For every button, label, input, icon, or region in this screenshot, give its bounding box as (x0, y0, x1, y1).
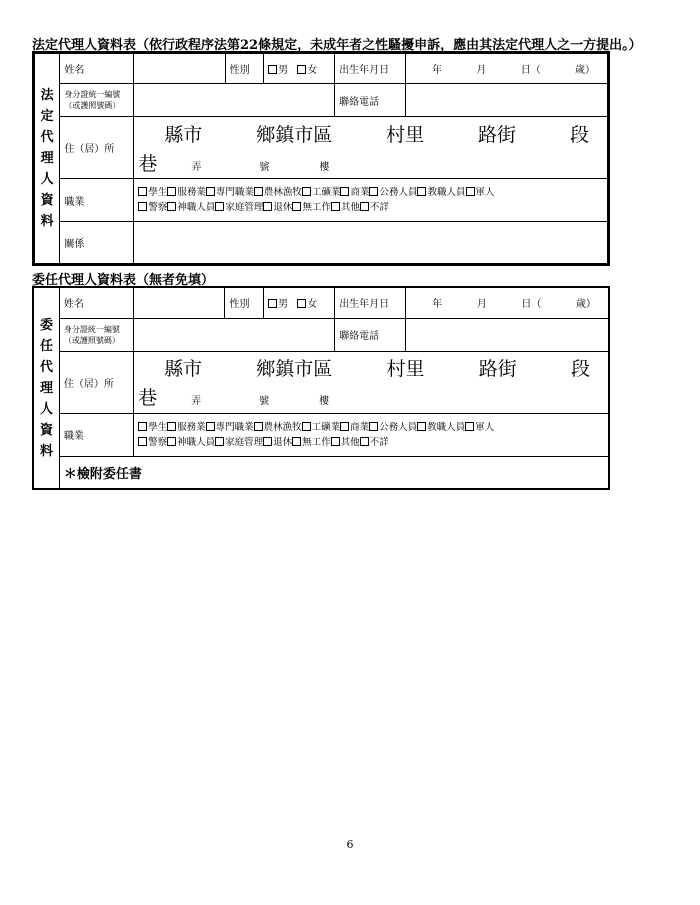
section-label: 段 (570, 358, 590, 380)
proxy-representative-table (32, 286, 610, 490)
occupation-checkbox[interactable] (465, 422, 474, 431)
name-field[interactable] (134, 53, 225, 84)
occupation-checkbox[interactable] (167, 437, 176, 446)
page-number: 6 (346, 838, 354, 851)
sex-options (264, 53, 335, 84)
occupation-checkbox[interactable] (292, 437, 301, 446)
female-label: 女 (307, 65, 318, 76)
occupation-checkbox[interactable] (138, 202, 147, 211)
number-label: 號 (259, 396, 270, 407)
occupation-checkbox[interactable] (254, 422, 263, 431)
occupation-checkbox[interactable] (138, 422, 147, 431)
occupation-checkbox[interactable] (340, 422, 349, 431)
occupation-checkbox[interactable] (263, 437, 272, 446)
county-label: 縣市 (164, 123, 203, 146)
phone-label: 聯絡電話 (335, 84, 406, 117)
occupation-checkbox[interactable] (360, 437, 369, 446)
address-label: 住（居）所 (59, 351, 133, 413)
occupation-checkbox[interactable] (254, 187, 263, 196)
year-label: 年 (432, 299, 443, 311)
male-checkbox[interactable] (268, 65, 277, 74)
proxy-section-title: 委任代理人資料表（無者免填） (32, 273, 215, 288)
proxy-side-label: 委 任 代 理 人 資 料 (33, 287, 59, 489)
occupation-label: 職業 (59, 413, 133, 456)
male-label: 男 (278, 299, 289, 311)
number-label: 號 (259, 161, 270, 173)
occupation-checkbox[interactable] (417, 422, 426, 431)
address-label: 住（居）所 (60, 117, 134, 179)
road-label: 路街 (478, 358, 517, 380)
phone-label: 聯絡電話 (335, 318, 406, 351)
male-label: 男 (278, 65, 289, 76)
occupation-checkbox[interactable] (167, 422, 176, 431)
address-field[interactable] (134, 351, 609, 413)
birth-label: 出生年月日 (335, 53, 406, 84)
relation-field[interactable] (134, 222, 609, 265)
legal-section-title: 法定代理人資料表（依行政程序法第22條規定，未成年者之性騷擾申訴，應由其法定代理人之一方提出。） (32, 38, 642, 53)
age-label: 歲） (575, 299, 596, 311)
occupation-label: 職業 (60, 179, 134, 222)
occupation-checkbox[interactable] (292, 202, 301, 211)
phone-field[interactable] (406, 84, 609, 117)
female-checkbox[interactable] (297, 65, 306, 74)
occupation-options: 學生 服務業 專門職業 農林漁牧 工礦業 商業 公務人員 教職人員 軍人 警察 神職人員 家庭管理 退休 無工作 其他 不詳 (134, 413, 609, 456)
sex-label: 性別 (225, 53, 264, 84)
id-field[interactable] (134, 318, 335, 351)
village-label: 村里 (386, 358, 425, 380)
day-label: 日（ (521, 299, 542, 311)
sex-options (264, 287, 335, 318)
id-field[interactable] (134, 84, 335, 117)
lane-label: 巷 (138, 152, 158, 175)
year-label: 年 (432, 65, 443, 76)
occupation-checkbox[interactable] (138, 187, 147, 196)
occupation-checkbox[interactable] (369, 422, 378, 431)
occupation-checkbox[interactable] (215, 202, 224, 211)
floor-label: 樓 (319, 396, 330, 407)
county-label: 縣市 (164, 358, 203, 380)
female-checkbox[interactable] (297, 299, 306, 308)
male-checkbox[interactable] (268, 299, 277, 308)
occupation-checkbox[interactable] (206, 187, 215, 196)
legal-side-label: 法 定 代 理 人 資 料 (34, 53, 60, 265)
attachment-note: ＊檢附委任書 (59, 456, 609, 489)
section-label: 段 (569, 123, 589, 146)
road-label: 路街 (478, 123, 517, 146)
address-field[interactable] (134, 117, 609, 179)
occupation-checkbox[interactable] (138, 437, 147, 446)
occupation-checkbox[interactable] (369, 187, 378, 196)
occupation-checkbox[interactable] (206, 422, 215, 431)
phone-field[interactable] (406, 318, 609, 351)
id-label: 身分證統一編號 （或護照號碼） (59, 318, 133, 351)
birth-label: 出生年月日 (335, 287, 406, 318)
occupation-checkbox[interactable] (360, 202, 369, 211)
occupation-checkbox[interactable] (263, 202, 272, 211)
township-label: 鄉鎮市區 (256, 123, 333, 146)
month-label: 月 (476, 299, 487, 311)
occupation-checkbox[interactable] (331, 437, 340, 446)
township-label: 鄉鎮市區 (256, 358, 333, 380)
month-label: 月 (476, 65, 487, 76)
name-field[interactable] (134, 287, 225, 318)
occupation-options: 學生 服務業 專門職業 農林漁牧 工礦業 商業 公務人員 教職人員 軍人 警察 神職人員 家庭管理 退休 無工作 其他 不詳 (134, 179, 609, 222)
alley-label: 弄 (191, 161, 202, 173)
day-label: 日（ (520, 65, 541, 76)
occupation-checkbox[interactable] (215, 437, 224, 446)
occupation-checkbox[interactable] (417, 187, 426, 196)
name-label: 姓名 (59, 287, 133, 318)
id-label: 身分證統一編號 （或護照號碼） (60, 84, 134, 117)
female-label: 女 (307, 299, 318, 311)
sex-label: 性別 (225, 287, 264, 318)
birth-field[interactable] (406, 53, 609, 84)
occupation-checkbox[interactable] (167, 187, 176, 196)
lane-label: 巷 (138, 387, 158, 409)
relation-label: 關係 (60, 222, 134, 265)
legal-representative-table (32, 51, 610, 266)
alley-label: 弄 (191, 396, 202, 407)
occupation-checkbox[interactable] (302, 422, 311, 431)
age-label: 歲） (574, 65, 595, 76)
occupation-checkbox[interactable] (167, 202, 176, 211)
occupation-checkbox[interactable] (331, 202, 340, 211)
floor-label: 樓 (319, 161, 330, 173)
occupation-checkbox[interactable] (340, 187, 349, 196)
village-label: 村里 (386, 123, 425, 146)
birth-field[interactable] (406, 287, 609, 318)
occupation-checkbox[interactable] (466, 187, 475, 196)
occupation-checkbox[interactable] (302, 187, 311, 196)
name-label: 姓名 (60, 53, 134, 84)
